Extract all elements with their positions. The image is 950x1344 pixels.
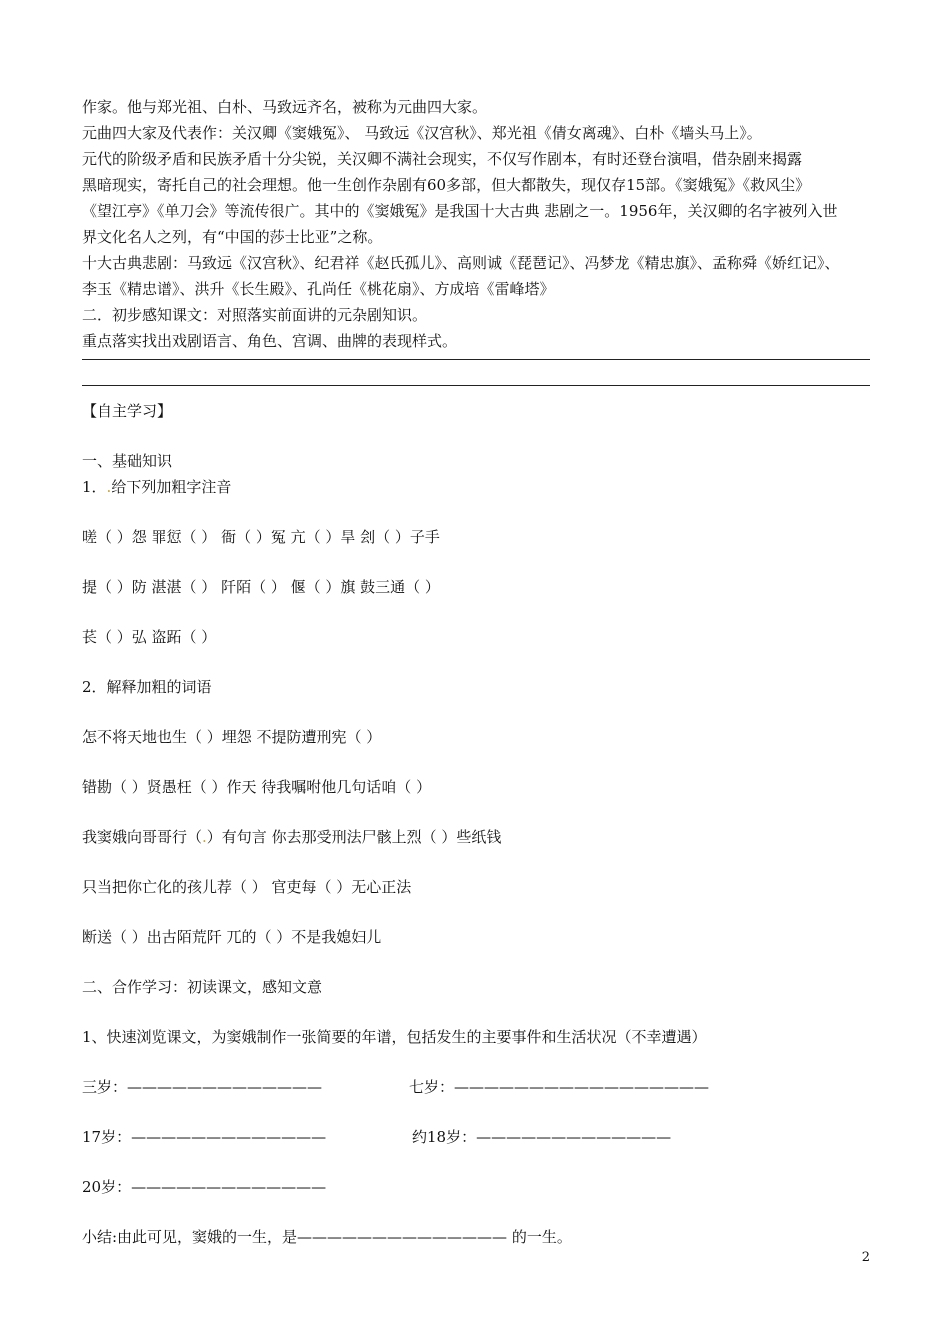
pinyin-row-1: 嗟（ ）怨 罪愆（ ） 衙（ ）冤 亢（ ）旱 刽（ ）子手: [82, 528, 440, 546]
word-row-3: [82, 827, 501, 847]
pinyin-row-2: 提（ ）防 湛湛（ ） 阡陌（ ） 偃（ ）旗 鼓三通（ ）: [82, 578, 440, 596]
intro-line-10: 重点落实找出戏剧语言、角色、宫调、曲牌的表现样式。: [82, 332, 458, 350]
intro-line-9: 二．初步感知课文：对照落实前面讲的元杂剧知识。: [82, 306, 428, 324]
age-18-blank: 约18岁：—————————————: [412, 1128, 672, 1146]
word-row-5: 断送（ ）出古陌荒阡 兀的（ ）不是我媳妇儿: [82, 928, 382, 946]
intro-line-2: 元曲四大家及代表作：关汉卿《窦娥冤》、 马致远《汉宫秋》、郑光祖《倩女离魂》、白朴《墙头马上》。: [82, 124, 762, 142]
coop-task: 1、快速浏览课文，为窦娥制作一张简要的年谱，包括发生的主要事件和生活状况（不幸遭遇）: [82, 1028, 707, 1046]
question-1-prefix: 1．: [82, 478, 107, 496]
word-row-2: 错勘（ ）贤愚枉（ ）作天 待我嘱咐他几句话咱（ ）: [82, 778, 432, 796]
answer-line-1: [82, 359, 870, 360]
question-1: [82, 477, 231, 497]
intro-line-3: 元代的阶级矛盾和民族矛盾十分尖锐，关汉卿不满社会现实，不仅写作剧本，有时还登台演唱，借杂剧来揭露: [82, 150, 803, 168]
age-7-blank: 七岁：—————————————————: [409, 1078, 710, 1096]
self-study-heading: 【自主学习】: [82, 402, 173, 420]
answer-line-2: [82, 385, 870, 386]
basics-heading: 一、基础知识: [82, 452, 173, 470]
page-number: 2: [861, 1250, 870, 1265]
coop-heading: 二、合作学习：初读课文，感知文意: [82, 978, 323, 996]
age-20-blank: 20岁：—————————————: [82, 1178, 327, 1196]
intro-line-7: 十大古典悲剧：马致远《汉宫秋》、纪君祥《赵氏孤儿》、高则诚《琵琶记》、冯梦龙《精忠旗》、孟称舜《娇红记》、: [82, 254, 840, 272]
pinyin-row-3: 苌（ ）弘 盗跖（ ）: [82, 628, 217, 646]
dot-mark: .: [202, 828, 207, 846]
intro-line-1: 作家。他与郑光祖、白朴、马致远齐名，被称为元曲四大家。: [82, 98, 488, 116]
dot-mark: .: [106, 478, 112, 496]
word-row-3-b: ）有句言 你去那受刑法尸骸上烈（ ）些纸钱: [206, 828, 502, 846]
age-3-blank: 三岁：—————————————: [82, 1078, 323, 1096]
word-row-3-a: 我窦娥向哥哥行（: [82, 828, 203, 846]
intro-line-8: 李玉《精忠谱》、洪升《长生殿》、孔尚任《桃花扇》、方成培《雷峰塔》: [82, 280, 555, 298]
question-2: 2．解释加粗的词语: [82, 678, 212, 696]
word-row-4: 只当把你亡化的孩儿荐（ ） 官吏每（ ）无心正法: [82, 878, 412, 896]
intro-line-6: 界文化名人之列，有“中国的莎士比亚”之称。: [82, 228, 383, 246]
intro-line-4: 黑暗现实，寄托自己的社会理想。他一生创作杂剧有60多部，但大都散失，现仅存15部。《窦娥冤》《救风尘》: [82, 176, 811, 194]
age-17-blank: 17岁：—————————————: [82, 1128, 327, 1146]
summary-line: 小结:由此可见，窦娥的一生，是—————————————— 的一生。: [82, 1228, 572, 1246]
intro-line-5: 《望江亭》《单刀会》等流传很广。其中的《窦娥冤》是我国十大古典 悲剧之一。1956年，关汉卿的名字被列入世: [82, 202, 838, 220]
word-row-1: 怎不将天地也生（ ）埋怨 不提防遭刑宪（ ）: [82, 728, 382, 746]
question-1-text: 给下列加粗字注音: [111, 478, 232, 496]
